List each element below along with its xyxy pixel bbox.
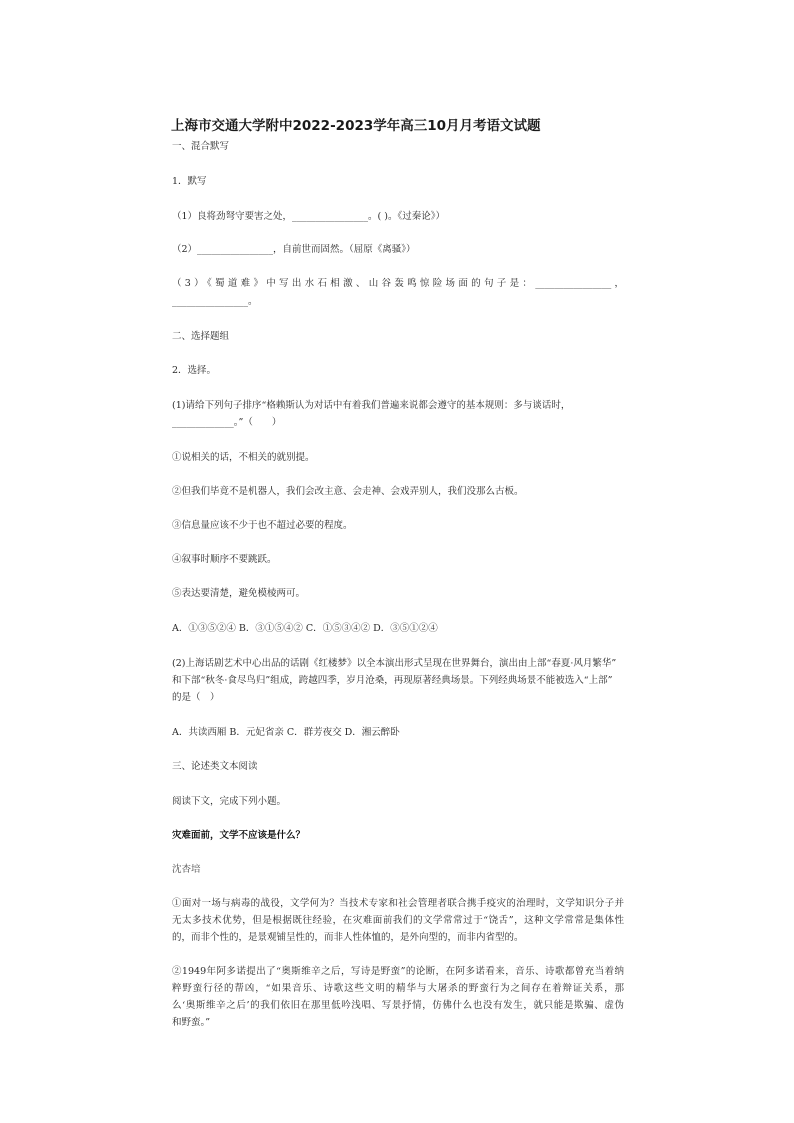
paragraph-2-line-3: 么‘奥斯维辛之后’的我们依旧在那里低吟浅唱、写景抒情，仿佛什么也没有发生，就只能是欺骗、虚伪	[172, 1000, 624, 1011]
section-heading-3: 三、论述类文本阅读	[172, 761, 258, 772]
question-2-label: 2．选择。	[172, 365, 217, 376]
page-title: 上海市交通大学附中2022-2023学年高三10月月考语文试题	[171, 118, 541, 134]
question-1-item-3-line-1: （3）《蜀道难》中写出水石相激、山谷轰鸣惊险场面的句子是：________________，	[172, 278, 624, 289]
sentence-option-2: ②但我们毕竟不是机器人，我们会改主意、会走神、会戏弄别人，我们没那么古板。	[172, 486, 524, 497]
question-2-2-line-3: 的是（ ）	[172, 692, 220, 703]
sentence-option-4: ④叙事时顺序不要跳跃。	[172, 554, 277, 565]
reading-instruction: 阅读下文，完成下列小题。	[172, 796, 287, 807]
question-2-2-line-1: (2)上海话剧艺术中心出品的话剧《红楼梦》以全本演出形式呈现在世界舞台，演出由上部“春夏·风月繁华”	[172, 658, 617, 669]
section-heading-2: 二、选择题组	[172, 331, 230, 342]
sentence-option-1: ①说相关的话，不相关的就别提。	[172, 452, 315, 463]
paragraph-1-line-2: 无太多技术优势，但是根据既往经验，在灾难面前我们的文学常常过于“饶舌”，这种文学常常是集体性	[172, 915, 624, 926]
question-2-1-line-2: _____________。”（ ）	[172, 417, 282, 428]
question-2-2-line-2: 和下部“秋冬·食尽鸟归”组成，跨越四季，岁月沧桑，再现原著经典场景。下列经典场景不能被选入“上部”	[172, 675, 613, 686]
section-heading-1: 一、混合默写	[172, 141, 230, 152]
article-author: 沈杏培	[172, 864, 201, 875]
sentence-option-5: ⑤表达要清楚，避免模棱两可。	[172, 588, 306, 599]
choices-question-2-2: A．共读西厢 B．元妃省亲 C．群芳夜交 D．湘云醉卧	[172, 727, 400, 738]
paragraph-2-line-2: 粹野蛮行径的帮凶，“如果音乐、诗歌这些文明的精华与大屠杀的野蛮行为之间存在着辩证关系，那	[172, 983, 624, 994]
paragraph-1-line-1: ①面对一场与病毒的战役，文学何为？当技术专家和社会管理者联合携手疫灾的治理时，文学知识分子并	[172, 898, 624, 909]
article-title: 灾难面前，文学不应该是什么？	[172, 830, 306, 841]
question-1-item-1: （1）良将劲弩守要害之处，________________。( )。《过秦论》）	[172, 211, 445, 222]
question-1-label: 1．默写	[172, 176, 207, 187]
paragraph-2-line-1: ②1949年阿多诺提出了“奥斯维辛之后，写诗是野蛮”的论断，在阿多诺看来，音乐、诗歌都曾充当着纳	[172, 966, 624, 977]
choices-question-2-1: A．①③⑤②④ B．③①⑤④② C．①⑤③④② D．③⑤①②④	[172, 623, 438, 634]
question-2-1-line-1: (1)请给下列句子排序“格赖斯认为对话中有着我们普遍来说都会遵守的基本规则：多与谈话时，	[172, 400, 571, 411]
question-1-item-3-line-2: ________________。	[172, 296, 258, 307]
question-1-item-2: （2）________________，自前世而固然。（屈原《离骚》）	[172, 244, 416, 255]
sentence-option-3: ③信息量应该不少于也不超过必要的程度。	[172, 520, 353, 531]
paragraph-2-line-4: 和野蛮。”	[172, 1017, 211, 1028]
paragraph-1-line-3: 的，而非个性的，是景观铺呈性的，而非人性体恤的，是外向型的，而非内省型的。	[172, 932, 524, 943]
